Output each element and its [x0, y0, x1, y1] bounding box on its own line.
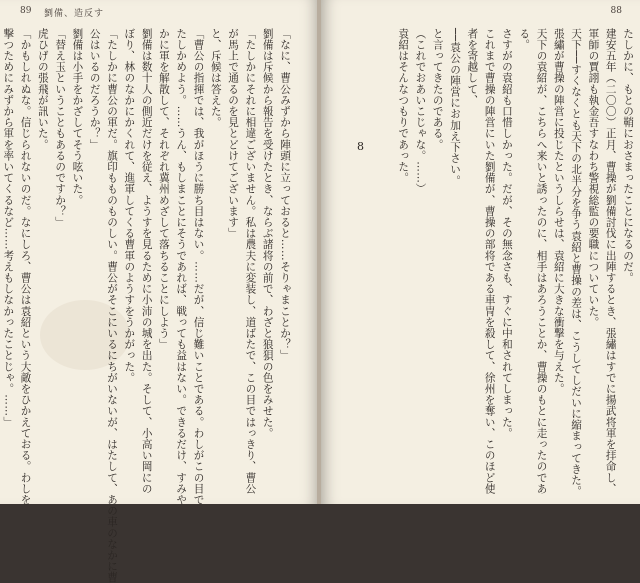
text-line: 者を寄越して、 [466, 28, 479, 106]
text-line: 「かもしれぬな。信じられないのだ。なにしろ、曹公は袁紹という大敵をひかえておる。わしを [19, 28, 32, 506]
text-line: これまで曹操の陣営にいた劉備が、曹操の部将である車冑を殺して、徐州を奪い、このほど使 [483, 28, 496, 495]
text-line: たしかに、もとの鞘におさまったことになるのだ。 [622, 28, 634, 284]
text-line: 公はいるのだろうか？」 [88, 28, 101, 151]
left-page-body [2, 28, 293, 583]
text-line: さすがの袁紹も口惜しかった。だが、その無念さも、すぐに中和されてしまった。 [500, 28, 513, 439]
text-line: 「曹公の指揮では、我がほうに勝ち目はない。……だが、信じ難いことである。わしがこの目で [192, 28, 205, 506]
text-line: 建安五年（二〇〇）正月、曹操が劉備討伐に出陣するとき、張繡はすでに揚武将軍を拝命し、 [604, 28, 617, 495]
text-line: が馬上で通るのを見とどけてございます」 [227, 28, 240, 239]
text-line: と言ってきたのである。 [431, 28, 444, 151]
text-line: 張繡が曹操の陣営に投じたというしらせは、袁紹に大きな衝撃を与えた。 [552, 28, 565, 395]
text-line: （これでおあいこじゃな。……） [414, 28, 427, 195]
text-line: 劉備は小手をかざしてそう呟いた。 [71, 28, 84, 206]
text-line: 虎ひげの張飛が訊いた。 [36, 28, 49, 151]
text-line: 天下──すくなくとも天下の北半分を争う袁紹と曹操の差は、こうしてしだいに縮まってきた。 [570, 28, 583, 497]
text-line: 「たしかに曹公の軍だ。旗印もものものしい。曹公がそこにいるにちがいないが、はたして、あの車のなかに曹 [106, 28, 119, 583]
text-line: たしかめよう。……うん、もしまことにそうであれば、戦っても益はない。できるだけ、すみや [175, 28, 188, 506]
right-page [321, 0, 640, 504]
text-line: 袁紹はそんなつもりであった。 [397, 28, 410, 184]
text-line: 「たしかにそれに相違ございません。私は農夫に変装し、道ばたで、この目ではっきり、曹公 [244, 28, 257, 495]
text-line: ぼり、林のなかにかくれて、進軍してくる曹軍のようすをうかがった。 [123, 28, 136, 384]
text-line: かに軍を解散して、それぞれ冀州めざして落ちることにしよう」 [157, 28, 170, 350]
text-line: ──袁公の陣営にお加え下さい。 [449, 28, 462, 187]
text-line: 「なに、曹公みずから陣頭に立っておると……そりゃまことか？」 [279, 28, 291, 361]
text-line: 天下の袁紹が、こちらへ来いと誘ったのに、相手はあろうことか、曹操のもとに走ったのであ [535, 28, 548, 495]
text-line: 撃つためにみずから軍を率いてくるなど……考えもしなかったことじゃ。……」 [2, 28, 15, 428]
text-line: 「替え玉ということもあるのですか？」 [54, 28, 67, 228]
text-line: 劉備は数十人の側近だけを従え、ようすを見るために小沛の城を出た。そして、小高い岡にの [140, 28, 153, 495]
text-line: と、斥候は答えた。 [209, 28, 222, 128]
right-page-number: 88 [610, 6, 622, 16]
left-page-number: 89 [20, 6, 32, 16]
running-head: 劉備、造反す [44, 9, 105, 19]
text-line: る。 [518, 28, 531, 51]
section-marker: 8 [357, 140, 364, 153]
text-line: 劉備は斥候から報告を受けたとき、ならぶ諸将の前で、わざと狼狽の色をみせた。 [261, 28, 274, 439]
text-line: 軍師の賈詡も執金吾すなわち警視総監の要職についていた。 [587, 28, 600, 328]
right-page-body [341, 28, 636, 497]
left-page [0, 0, 319, 583]
